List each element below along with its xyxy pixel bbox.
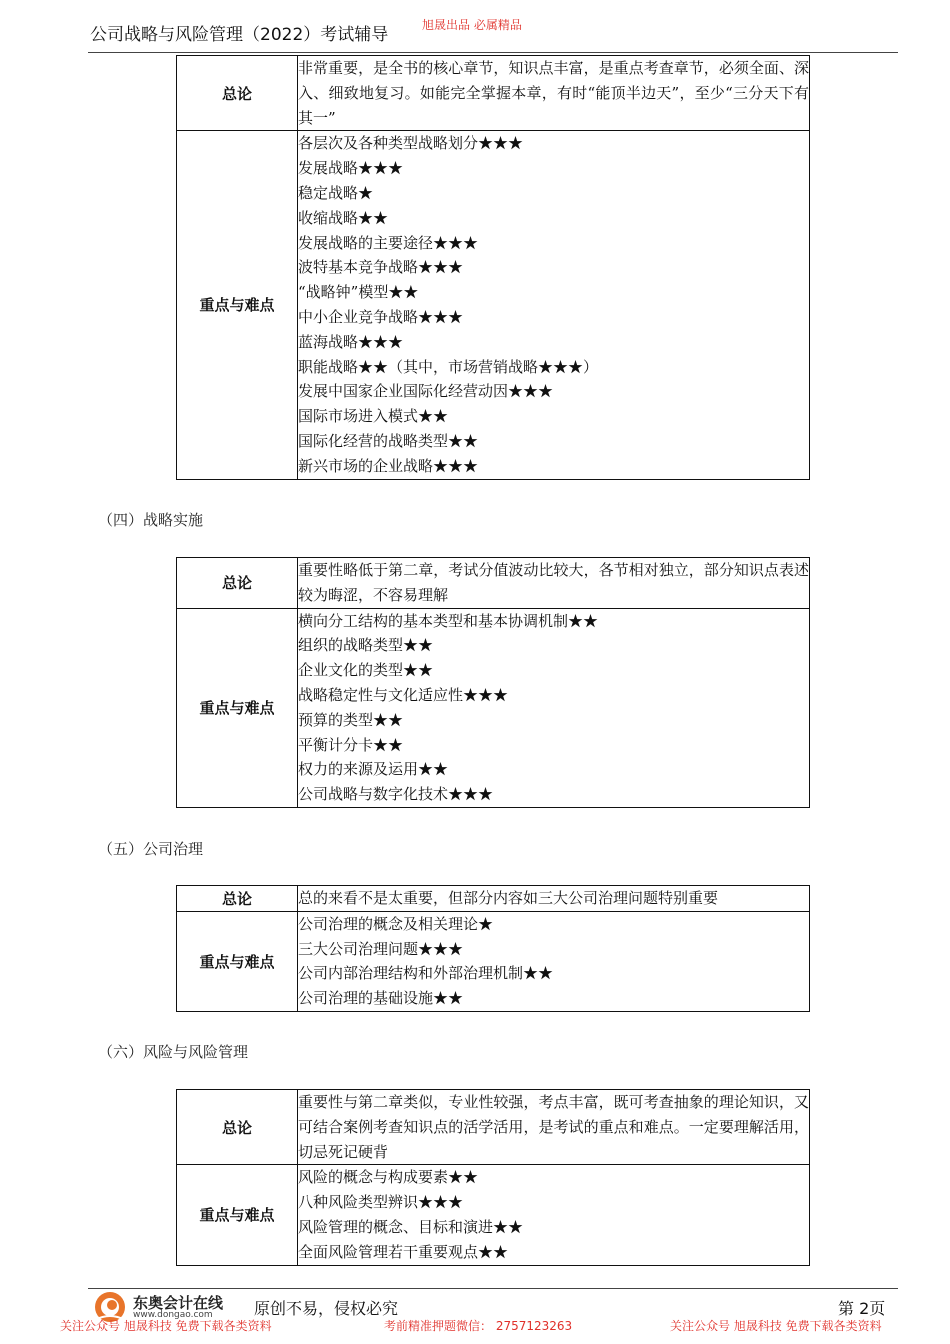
key-point-item: 发展战略★★★ (298, 159, 404, 178)
key-points-row (177, 911, 810, 1011)
section-heading: （四）战略实施 (98, 511, 204, 529)
copyright-slogan: 原创不易，侵权必究 (254, 1299, 399, 1318)
logo-url: www.dongao.com (133, 1310, 213, 1320)
key-point-item: 发展中国家企业国际化经营动因★★★ (298, 382, 554, 401)
key-point-item: 波特基本竞争战略★★★ (298, 258, 464, 277)
logo-name: 东奥会计在线 (133, 1294, 224, 1312)
overview-text: 非常重要，是全书的核心章节，知识点丰富，是重点考查章节，必须全面、深入、细致地复习。如能完全掌握本章，有时“能顶半边天”，至少“三分天下有其一” (298, 59, 809, 127)
overview-row (177, 886, 810, 912)
key-point-item: 全面风险管理若干重要观点★★ (298, 1242, 509, 1261)
section-table-corporate-governance (176, 885, 810, 1012)
key-point-item: 职能战略★★（其中，市场营销战略★★★） (298, 357, 599, 376)
promo-left: 关注公众号 旭晟科技 免费下载各类资料 (60, 1319, 272, 1333)
key-point-item: 国际化经营的战略类型★★ (298, 431, 479, 450)
key-point-item: 公司战略与数字化技术★★★ (298, 785, 494, 804)
key-points-label: 重点与难点 (177, 1165, 298, 1265)
document-title: 公司战略与风险管理（2022）考试辅导 (90, 25, 389, 45)
section-table-strategy-implementation (176, 557, 810, 808)
key-point-item: 各层次及各种类型战略划分★★★ (298, 134, 524, 153)
publisher-tag: 旭晟出品 必属精品 (422, 18, 522, 32)
key-point-item: 收缩战略★★ (298, 208, 389, 227)
key-point-item: 稳定战略★ (298, 183, 374, 202)
page-header (88, 14, 898, 54)
key-point-item: 横向分工结构的基本类型和基本协调机制★★ (298, 611, 599, 630)
overview-row (177, 56, 810, 131)
key-point-item: 发展战略的主要途径★★★ (298, 233, 479, 252)
promo-center: 考前精准押题微信： 2757123263 (384, 1319, 573, 1333)
overview-text: 重要性略低于第二章，考试分值波动比较大，各节相对独立，部分知识点表述较为晦涩，不容易理解 (298, 561, 809, 604)
key-point-item: 新兴市场的企业战略★★★ (298, 456, 479, 475)
section-heading: （六）风险与风险管理 (98, 1043, 249, 1061)
key-points-label: 重点与难点 (177, 608, 298, 807)
key-point-item: 三大公司治理问题★★★ (298, 939, 464, 958)
key-point-item: 风险的概念与构成要素★★ (298, 1168, 479, 1187)
overview-label: 总论 (177, 886, 298, 912)
section-heading: （五）公司治理 (98, 840, 204, 858)
key-points-label: 重点与难点 (177, 911, 298, 1011)
key-point-item: 权力的来源及运用★★ (298, 760, 449, 779)
overview-text: 重要性与第二章类似，专业性较强，考点丰富，既可考查抽象的理论知识，又可结合案例考查知识点的活学活用，是考试的重点和难点。一定要理解活用，切忌死记硬背 (298, 1093, 809, 1161)
key-point-item: 国际市场进入模式★★ (298, 407, 449, 426)
overview-label: 总论 (177, 56, 298, 131)
key-point-item: 中小企业竞争战略★★★ (298, 307, 464, 326)
key-point-item: 八种风险类型辨识★★★ (298, 1193, 464, 1212)
key-point-item: 风险管理的概念、目标和演进★★ (298, 1217, 524, 1236)
key-point-item: 平衡计分卡★★ (298, 735, 404, 754)
key-points-row (177, 1165, 810, 1265)
promo-right: 关注公众号 旭晟科技 免费下载各类资料 (670, 1319, 882, 1333)
key-point-item: 战略稳定性与文化适应性★★★ (298, 685, 509, 704)
key-point-item: 蓝海战略★★★ (298, 332, 404, 351)
key-point-item: 预算的类型★★ (298, 710, 404, 729)
key-points-row (177, 608, 810, 807)
key-points-row (177, 131, 810, 479)
key-point-item: 企业文化的类型★★ (298, 661, 434, 680)
overview-text: 总的来看不是太重要，但部分内容如三大公司治理问题特别重要 (298, 889, 719, 907)
section-table-risk-management (176, 1089, 810, 1266)
overview-row (177, 558, 810, 609)
header-divider (88, 52, 898, 53)
page-number: 第 2页 (838, 1299, 886, 1318)
key-point-item: 公司治理的基础设施★★ (298, 989, 464, 1008)
key-point-item: 组织的战略类型★★ (298, 636, 434, 655)
overview-label: 总论 (177, 558, 298, 609)
key-point-item: 公司内部治理结构和外部治理机制★★ (298, 964, 554, 983)
key-point-item: 公司治理的概念及相关理论★ (298, 914, 494, 933)
section-table-strategy-choice (176, 55, 810, 480)
overview-row (177, 1090, 810, 1165)
key-point-item: “战略钟”模型★★ (298, 283, 419, 302)
key-points-label: 重点与难点 (177, 131, 298, 479)
footer-divider (88, 1288, 898, 1289)
overview-label: 总论 (177, 1090, 298, 1165)
